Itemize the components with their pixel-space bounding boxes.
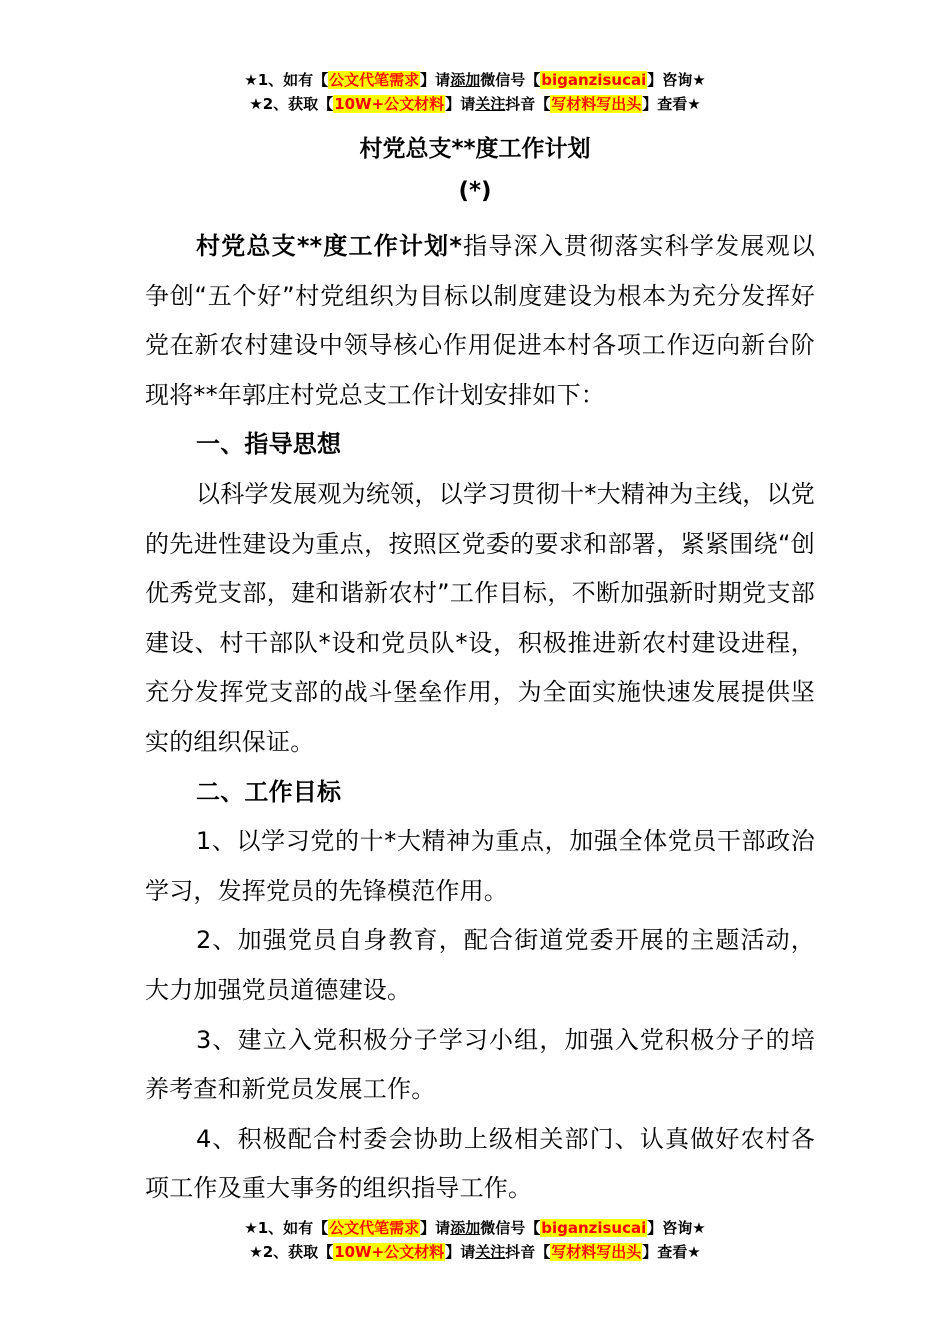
banner-underlined: 添加 (450, 71, 481, 89)
intro-paragraph (145, 222, 815, 420)
banner-highlight: biganzisucai (541, 1219, 647, 1237)
section-paragraph-1: 以科学发展观为统领，以学习贯彻十*大精神为主线，以党的先进性建设为重点，按照区党委的要求和部署，紧紧围绕“创优秀党支部，建和谐新农村”工作目标，不断加强新时期党支部建设、村干部队*设和党员队*设，积极推进新农村建设进程，充分发挥党支部的战斗堡垒作用，为全面实施快速发展提供坚实的组织保证。 (145, 479, 815, 756)
list-item: 1、以学习党的十*大精神为重点，加强全体党员干部政治学习，发挥党员的先锋模范作用。 (145, 827, 815, 905)
banner-highlight: biganzisucai (541, 71, 647, 89)
banner-highlight: 写材料写出头 (551, 95, 642, 113)
banner-text: 抖音【 (505, 95, 551, 113)
banner-text: 微信号【 (480, 1219, 541, 1237)
banner-text: 】请 (420, 1219, 451, 1237)
section-heading-2: 二、工作目标 (196, 777, 342, 806)
banner-highlight: 写材料写出头 (551, 1243, 642, 1261)
intro-bold-lead: 村党总支**度工作计划* (196, 232, 463, 260)
intro-text: 指导深入贯彻落实科学发展观以争创“五个好”村党组织为目标以制度建设为根本为充分发挥好党在新农村建设中领导核心作用促进本村各项工作迈向新台阶现将**年郭庄村党总支工作计划安排如下： (145, 232, 815, 409)
banner-text: 】请 (445, 1243, 476, 1261)
banner-text: 】查看★ (642, 95, 701, 113)
document-subtitle: (*) (458, 178, 492, 204)
list-item: 2、加强党员自身教育，配合街道党委开展的主题活动，大力加强党员道德建设。 (145, 926, 815, 1004)
banner-highlight: 公文代笔需求 (329, 71, 420, 89)
banner-underlined: 添加 (450, 1219, 481, 1237)
list-item: 3、建立入党积极分子学习小组，加强入党积极分子的培养考查和新党员发展工作。 (145, 1025, 815, 1104)
banner-highlight: 公文代笔需求 (329, 1219, 420, 1237)
banner-highlight: 10W+公文材料 (334, 95, 445, 113)
banner-line-1 (0, 68, 950, 92)
document-body (145, 222, 815, 1214)
banner-underlined: 关注 (475, 1243, 506, 1261)
banner-line-1 (0, 1216, 950, 1240)
document-title: 村党总支**度工作计划 (359, 136, 591, 162)
banner-text: 微信号【 (480, 71, 541, 89)
banner-highlight: 10W+公文材料 (334, 1243, 445, 1261)
banner-line-2 (0, 1240, 950, 1264)
list-item: 4、积极配合村委会协助上级相关部门、认真做好农村各项工作及重大事务的组织指导工作。 (145, 1124, 815, 1203)
banner-underlined: 关注 (475, 95, 506, 113)
banner-text: 】咨询★ (647, 71, 706, 89)
top-banner (0, 68, 950, 116)
banner-text: 抖音【 (505, 1243, 551, 1261)
banner-text: ★1、如有【 (244, 71, 329, 89)
banner-text: ★2、获取【 (249, 1243, 334, 1261)
banner-text: ★2、获取【 (249, 95, 334, 113)
bottom-banner (0, 1216, 950, 1264)
banner-text: 】咨询★ (647, 1219, 706, 1237)
banner-text: 】请 (420, 71, 451, 89)
section-heading-1: 一、指导思想 (196, 430, 342, 459)
banner-text: 】查看★ (642, 1243, 701, 1261)
banner-text: ★1、如有【 (244, 1219, 329, 1237)
banner-text: 】请 (445, 95, 476, 113)
banner-line-2 (0, 92, 950, 116)
